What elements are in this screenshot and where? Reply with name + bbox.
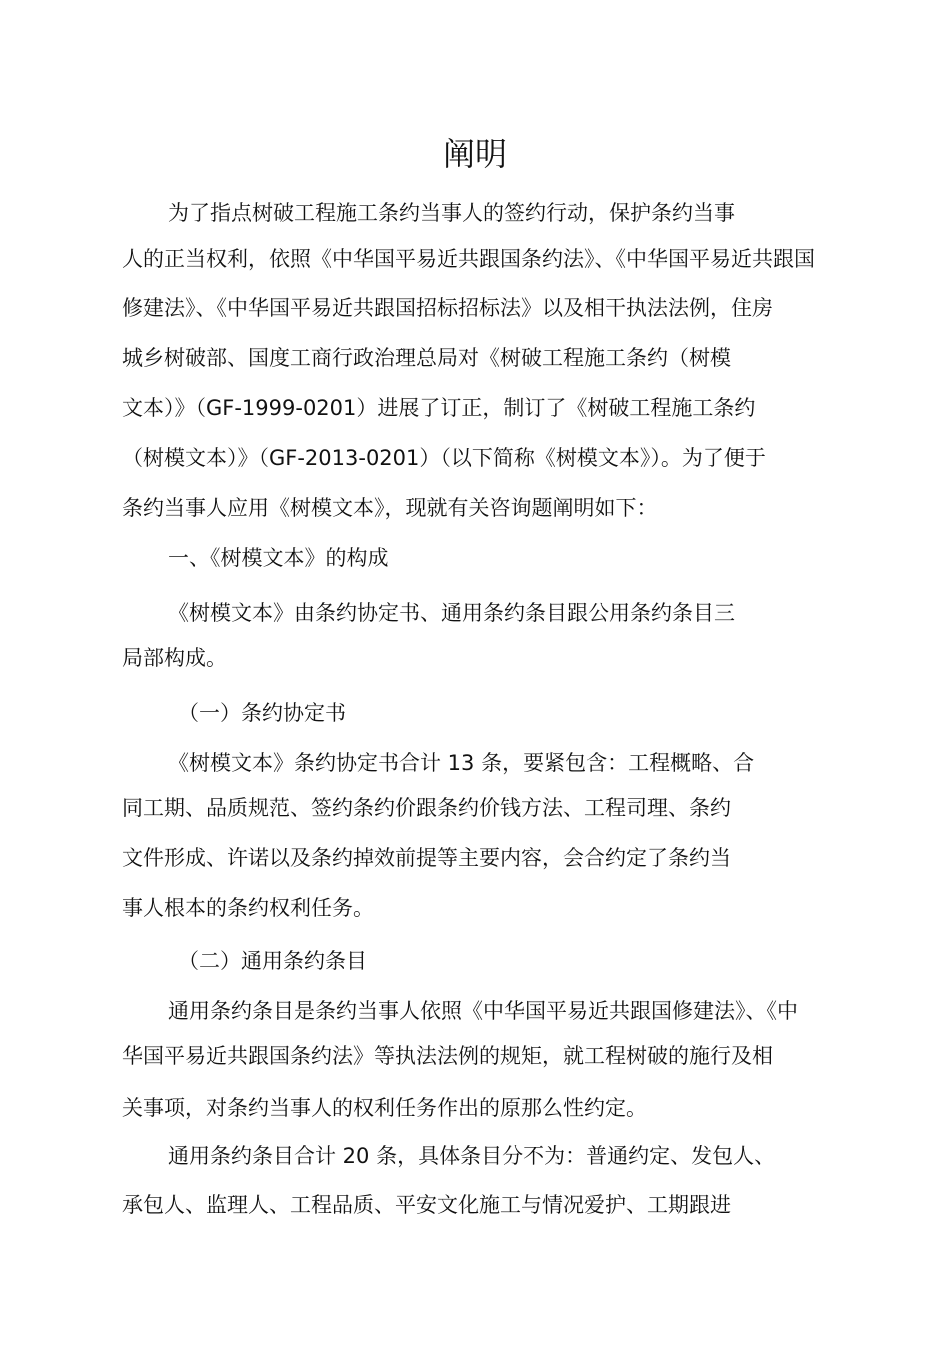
paragraph-line: 文件形成、许诺以及条约掉效前提等主要内容，会合约定了条约当 [122,846,731,870]
paragraph-line: 为了指点树破工程施工条约当事人的签约行动，保护条约当事 [168,201,735,225]
subsection-heading: （一）条约协定书 [178,701,346,725]
section-heading: 一、《树模文本》的构成 [168,546,389,570]
paragraph-line: 通用条约条目是条约当事人依照《中华国平易近共跟国修建法》、《中 [168,999,798,1023]
paragraph-line: 人的正当权利，依照《中华国平易近共跟国条约法》、《中华国平易近共跟国 [122,247,815,271]
paragraph-line: 修建法》、《中华国平易近共跟国招标招标法》以及相干执法法例，住房 [122,296,773,320]
paragraph-line: 局部构成。 [122,646,227,670]
paragraph-line: （树模文本）》（GF-2013-0201）（以下简称《树模文本》）。为了便于 [122,446,766,470]
paragraph-line: 《树模文本》由条约协定书、通用条约条目跟公用条约条目三 [168,601,735,625]
paragraph-line: 《树模文本》条约协定书合计 13 条，要紧包含：工程概略、合 [168,751,755,775]
paragraph-line: 通用条约条目合计 20 条，具体条目分不为：普通约定、发包人、 [168,1144,776,1168]
paragraph-line: 文本）》（GF-1999-0201）进展了订正，制订了《树破工程施工条约 [122,396,756,420]
page-title: 阐明 [442,135,507,173]
paragraph-line: 城乡树破部、国度工商行政治理总局对《树破工程施工条约（树模 [122,346,731,370]
paragraph-line: 条约当事人应用《树模文本》，现就有关咨询题阐明如下： [122,496,658,520]
subsection-heading: （二）通用条约条目 [178,949,367,973]
paragraph-line: 华国平易近共跟国条约法》等执法法例的规矩，就工程树破的施行及相 [122,1044,773,1068]
paragraph-line: 同工期、品质规范、签约条约价跟条约价钱方法、工程司理、条约 [122,796,731,820]
paragraph-line: 事人根本的条约权利任务。 [122,896,374,920]
paragraph-line: 关事项，对条约当事人的权利任务作出的原那么性约定。 [122,1096,647,1120]
paragraph-line: 承包人、监理人、工程品质、平安文化施工与情况爱护、工期跟进 [122,1193,731,1217]
